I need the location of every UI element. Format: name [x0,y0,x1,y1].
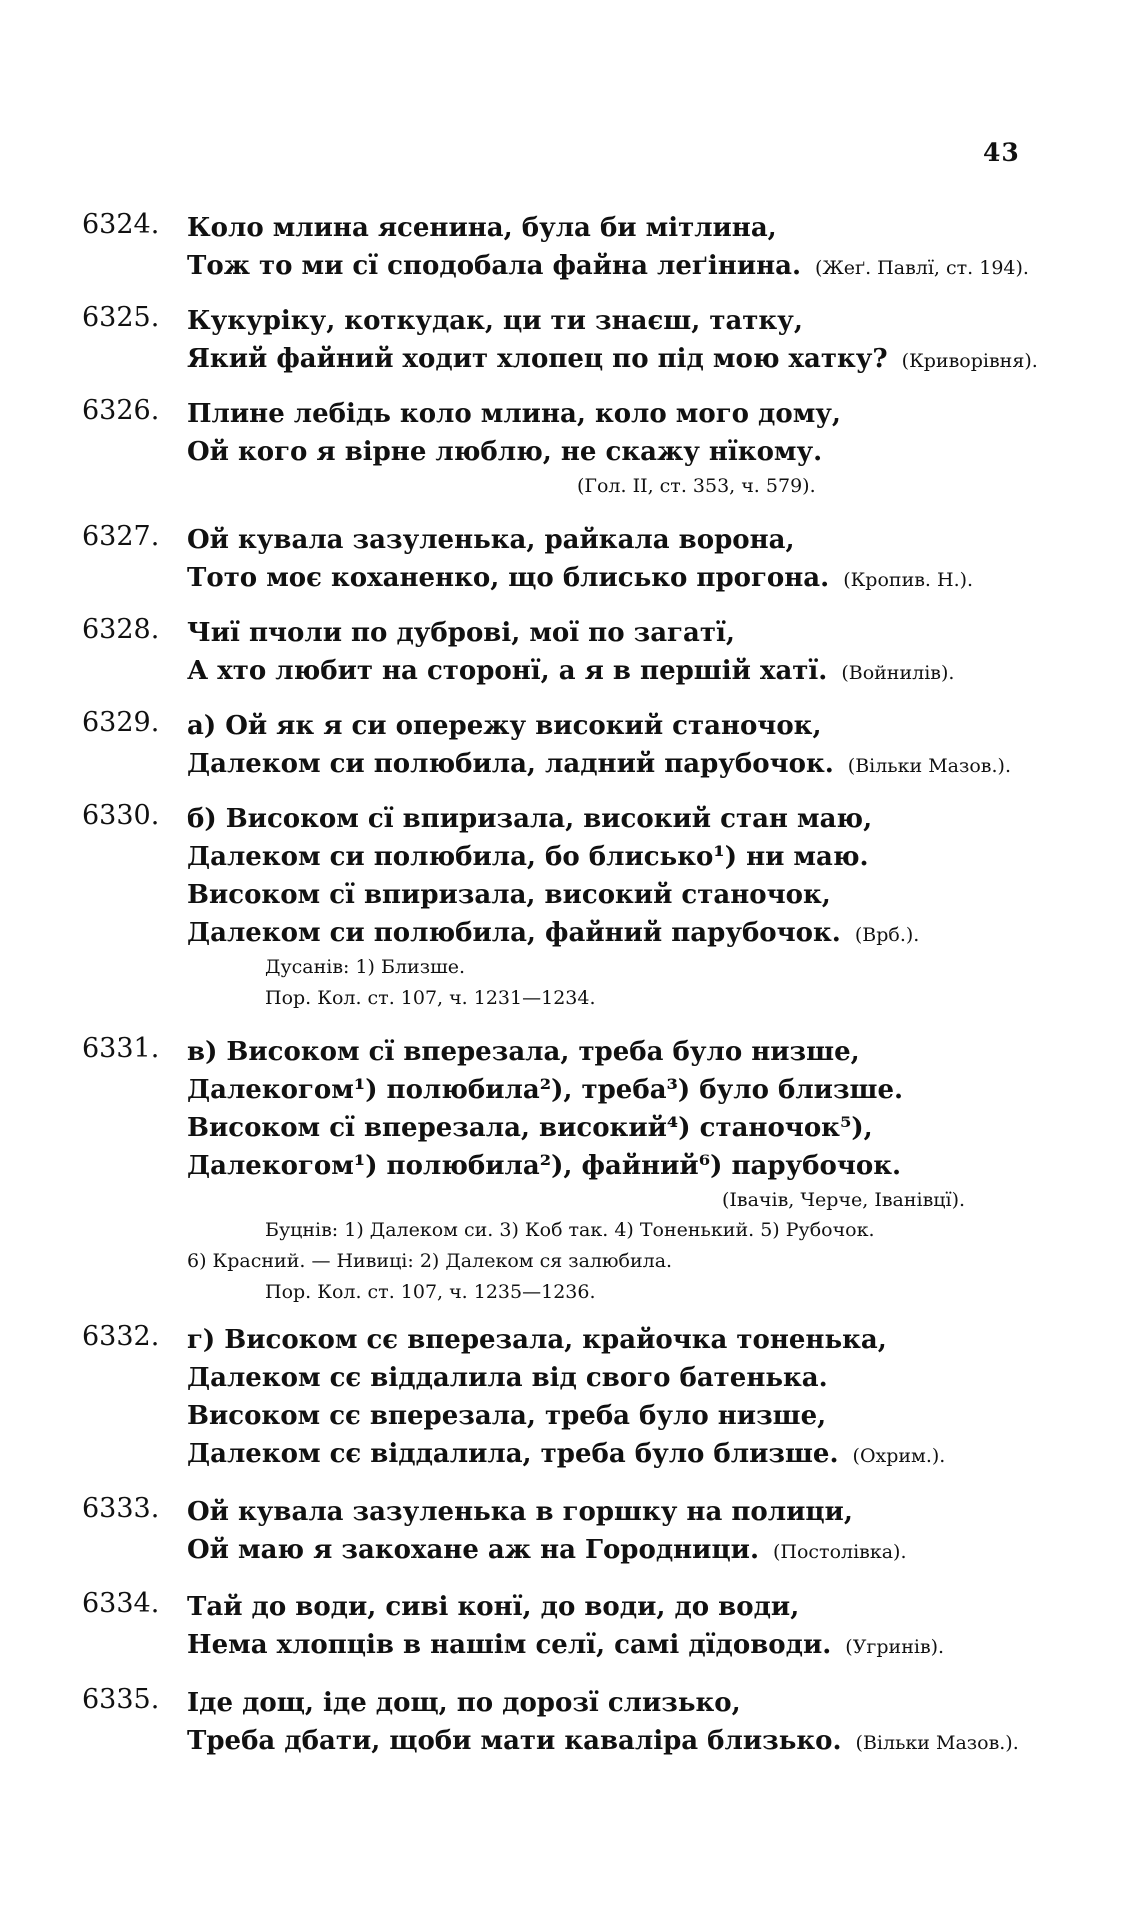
footnote: Буцнів: 1) Далеком си. 3) Коб так. 4) Тоненький. 5) Рубочок. [265,1219,875,1241]
verse-block [187,1684,1047,1760]
verse-line: Тото моє коханенко, що блисько прогона. [187,563,830,593]
entry-number: 6332. [82,1321,160,1352]
verse-line: Який файний ходит хлопец по під мою хатку? [187,344,888,374]
verse-line: А хто любит на сторонї, а я в першій хатї. [187,656,828,686]
verse-block [187,209,1047,285]
entry-number: 6327. [82,521,160,552]
verse-block [187,1321,1047,1473]
verse-line: в) Високом сї вперезала, треба було низше, [187,1037,860,1067]
entry-number: 6334. [82,1588,160,1619]
verse-line: Чиї пчоли по дуброві, мої по загатї, [187,618,735,648]
verse-line: Тай до води, сиві конї, до води, до води, [187,1592,800,1622]
verse-line: б) Високом сї впиризала, високий стан маю, [187,804,873,834]
verse-line: а) Ой як я си опережу високий станочок, [187,711,822,741]
verse-line: Далеком сє віддалила від свого батенька. [187,1363,828,1393]
verse-line: Далеком си полюбила, ладний парубочок. [187,749,834,779]
verse-block [187,521,1047,597]
verse-block [187,1033,1047,1308]
verse-line-with-source [187,914,1047,952]
verse-line: Ой кого я вірне люблю, не скажу нїкому. [187,437,823,467]
verse-block [187,395,1047,501]
entry-number: 6331. [82,1033,160,1064]
source-reference: (Врб.). [854,924,920,946]
entry-number: 6328. [82,614,160,645]
verse-line-with-source [187,745,1047,783]
source-reference: (Войнилів). [841,662,955,684]
footnote: Пор. Кол. ст. 107, ч. 1231—1234. [265,987,596,1009]
verse-line: Далеком сє віддалила, треба було близше. [187,1439,839,1469]
verse-line: Високом сї впиризала, високий станочок, [187,880,831,910]
page-number: 43 [983,138,1020,167]
verse-line: Тож то ми сї сподобала файна леґінина. [187,251,802,281]
footnote: Дусанів: 1) Близше. [265,956,466,978]
verse-line-with-source [187,340,1047,378]
verse-line-with-source [187,559,1047,597]
verse-block [187,1493,1047,1569]
verse-line: Високом сї вперезала, високий⁴) станочок⁵), [187,1113,873,1143]
source-reference: (Гол. II, ст. 353, ч. 579). [577,475,816,497]
verse-line: Далекогом¹) полюбила²), файний⁶) парубочок. [187,1151,902,1181]
footnote: 6) Красний. — Нивиці: 2) Далеком ся залюбила. [187,1250,673,1272]
verse-block [187,302,1047,378]
verse-line: Високом сє вперезала, треба було низше, [187,1401,827,1431]
entry-number: 6324. [82,209,160,240]
verse-line: г) Високом сє вперезала, крайочка тоненька, [187,1325,887,1355]
verse-line: Коло млина ясенина, була би мітлина, [187,213,777,243]
source-reference: (Івачів, Черче, Іванівцї). [722,1189,966,1211]
verse-line: Ой кувала зазуленька, райкала ворона, [187,525,795,555]
verse-line: Далеком си полюбила, бо блисько¹) ни маю. [187,842,869,872]
verse-line: Кукуріку, коткудак, ци ти знаєш, татку, [187,306,803,336]
verse-block [187,800,1047,1014]
verse-line-with-source [187,247,1047,285]
entry-number: 6329. [82,707,160,738]
verse-line: Іде дощ, іде дощ, по дорозї слизько, [187,1688,741,1718]
verse-line: Ой кувала зазуленька в горшку на полици, [187,1497,853,1527]
verse-line: Плине лебідь коло млина, коло мого дому, [187,399,841,429]
verse-line-with-source [187,1722,1047,1760]
verse-line-with-source [187,652,1047,690]
source-reference: (Вільки Мазов.). [855,1732,1019,1754]
source-reference: (Жеґ. Павлї, ст. 194). [815,257,1029,279]
source-reference: (Угринів). [845,1636,945,1658]
verse-line-with-source [187,1531,1047,1569]
entry-number: 6325. [82,302,160,333]
entry-number: 6330. [82,800,160,831]
verse-block [187,707,1047,783]
entry-number: 6333. [82,1493,160,1524]
verse-line: Ой маю я закохане аж на Городници. [187,1535,759,1565]
verse-block [187,614,1047,690]
source-reference: (Кропив. Н.). [843,569,974,591]
verse-line: Далекогом¹) полюбила²), треба³) було близше. [187,1075,904,1105]
verse-line: Нема хлопців в нашім селї, самі дїдоводи. [187,1630,832,1660]
entry-number: 6326. [82,395,160,426]
source-reference: (Постолівка). [773,1541,907,1563]
verse-line-with-source [187,1435,1047,1473]
footnote: Пор. Кол. ст. 107, ч. 1235—1236. [265,1281,596,1303]
source-reference: (Охрим.). [852,1445,946,1467]
verse-block [187,1588,1047,1664]
verse-line: Треба дбати, щоби мати каваліра близько. [187,1726,842,1756]
verse-line: Далеком си полюбила, файний парубочок. [187,918,841,948]
entry-number: 6335. [82,1684,160,1715]
source-reference: (Криворівня). [901,350,1038,372]
verse-line-with-source [187,1626,1047,1664]
source-reference: (Вільки Мазов.). [847,755,1011,777]
